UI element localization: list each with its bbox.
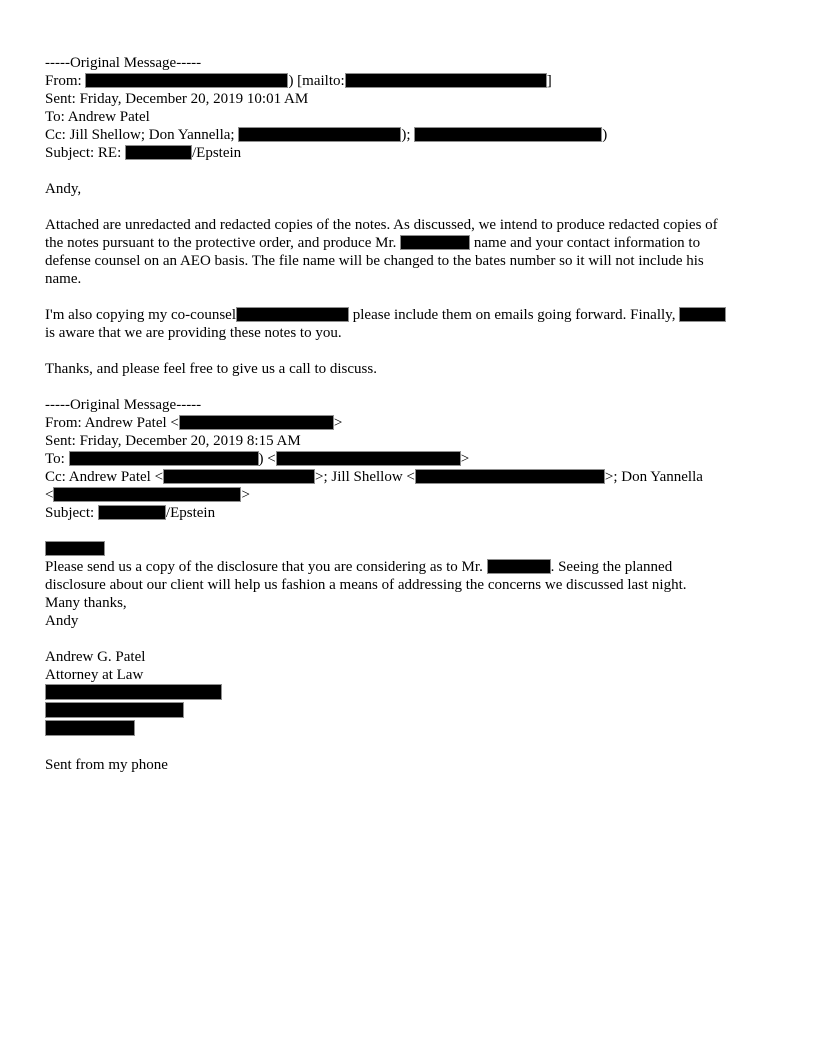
text-run: Attorney at Law	[45, 667, 144, 683]
msg2-from	[45, 414, 771, 432]
redaction-bar	[414, 127, 602, 142]
msg1-from	[45, 72, 771, 90]
msg1-salutation	[45, 180, 771, 198]
redaction-bar	[98, 505, 166, 520]
text-run: Attached are unredacted and redacted copies of the notes. As discussed, we intend to produce redacted copies of	[45, 217, 718, 233]
text-run: )	[602, 127, 608, 143]
text-run: From:	[45, 73, 86, 89]
text-run: To: Andrew Patel	[45, 109, 150, 125]
msg2-subject	[45, 504, 771, 522]
msg2-cc-continuation	[45, 486, 771, 504]
text-run: I'm also copying my co-counsel	[45, 307, 236, 323]
blank-line	[45, 738, 771, 756]
blank-line	[45, 288, 771, 306]
text-run: >	[333, 415, 343, 431]
redaction-bar	[679, 307, 726, 322]
text-run: defense counsel on an AEO basis. The file name will be changed to the bates number so it will not include his	[45, 253, 704, 269]
signature-name	[45, 648, 771, 666]
redaction-bar	[85, 73, 288, 88]
text-run: >; Don Yannella	[604, 469, 703, 485]
msg2-body-line4	[45, 612, 771, 630]
redaction-bar	[345, 73, 547, 88]
text-run: Andy,	[45, 181, 82, 197]
text-run: -----Original Message-----	[45, 397, 202, 413]
redaction-bar	[125, 145, 192, 160]
email-thread	[45, 54, 771, 774]
redaction-bar	[69, 451, 259, 466]
msg1-sent	[45, 90, 771, 108]
redaction-bar	[179, 415, 334, 430]
msg1-para1-line3	[45, 252, 771, 270]
blank-line	[45, 630, 771, 648]
msg2-body-line1	[45, 558, 771, 576]
redaction-bar	[238, 127, 401, 142]
text-run: );	[401, 127, 415, 143]
text-run: Andy	[45, 613, 79, 629]
msg1-para2-line1	[45, 306, 771, 324]
msg2-divider	[45, 396, 771, 414]
redaction-bar	[163, 469, 315, 484]
text-run: the notes pursuant to the protective order, and produce Mr.	[45, 235, 401, 251]
text-run: To:	[45, 451, 69, 467]
text-run: . Seeing the planned	[550, 559, 673, 575]
msg1-para1-line4	[45, 270, 771, 288]
text-run: >	[460, 451, 470, 467]
blank-line	[45, 342, 771, 360]
msg1-cc	[45, 126, 771, 144]
text-run: From: Andrew Patel <	[45, 415, 179, 431]
text-run: disclosure about our client will help us fashion a means of addressing the concerns we discussed last night.	[45, 577, 687, 593]
text-run: name.	[45, 271, 82, 287]
text-run: Cc: Andrew Patel <	[45, 469, 164, 485]
text-run: ]	[546, 73, 552, 89]
text-run: Cc: Jill Shellow; Don Yannella;	[45, 127, 239, 143]
msg2-body-line2	[45, 576, 771, 594]
text-run: >; Jill Shellow <	[315, 469, 415, 485]
signature-redacted-3	[45, 720, 771, 738]
redaction-bar	[276, 451, 461, 466]
text-run: Thanks, and please feel free to give us a call to discuss.	[45, 361, 377, 377]
redaction-bar	[45, 720, 135, 736]
blank-line	[45, 162, 771, 180]
sent-from-phone	[45, 756, 771, 774]
text-run: Many thanks,	[45, 595, 127, 611]
redaction-bar	[415, 469, 605, 484]
text-run: Please send us a copy of the disclosure that you are considering as to Mr.	[45, 559, 487, 575]
text-run: is aware that we are providing these notes to you.	[45, 325, 342, 341]
msg2-body-line3	[45, 594, 771, 612]
redaction-bar	[45, 702, 184, 718]
msg1-divider	[45, 54, 771, 72]
msg2-salutation-redacted	[45, 540, 771, 558]
text-run: Sent: Friday, December 20, 2019 10:01 AM	[45, 91, 309, 107]
text-run: ) [mailto:	[288, 73, 345, 89]
blank-line	[45, 378, 771, 396]
text-run: <	[45, 487, 54, 503]
text-run: ) <	[258, 451, 276, 467]
msg1-para2-line2	[45, 324, 771, 342]
msg1-closing	[45, 360, 771, 378]
redaction-bar	[53, 487, 241, 502]
signature-redacted-1	[45, 684, 771, 702]
text-run: Andrew G. Patel	[45, 649, 146, 665]
msg2-cc	[45, 468, 771, 486]
text-run: please include them on emails going forward. Finally,	[349, 307, 680, 323]
signature-redacted-2	[45, 702, 771, 720]
redaction-bar	[45, 541, 105, 556]
text-run: Subject: RE:	[45, 145, 125, 161]
text-run: Sent from my phone	[45, 757, 168, 773]
text-run: Subject:	[45, 505, 98, 521]
text-run: -----Original Message-----	[45, 55, 202, 71]
text-run: >	[241, 487, 250, 503]
text-run: Sent: Friday, December 20, 2019 8:15 AM	[45, 433, 301, 449]
text-run: name and your contact information to	[470, 235, 701, 251]
msg1-para1-line2	[45, 234, 771, 252]
blank-line	[45, 198, 771, 216]
text-run: /Epstein	[192, 145, 242, 161]
redaction-bar	[45, 684, 222, 700]
signature-title	[45, 666, 771, 684]
blank-line	[45, 522, 771, 540]
msg1-para1-line1	[45, 216, 771, 234]
msg2-to	[45, 450, 771, 468]
redaction-bar	[487, 559, 551, 574]
text-run: /Epstein	[165, 505, 216, 521]
msg1-to	[45, 108, 771, 126]
msg1-subject	[45, 144, 771, 162]
msg2-sent	[45, 432, 771, 450]
redaction-bar	[400, 235, 470, 250]
redaction-bar	[236, 307, 349, 322]
